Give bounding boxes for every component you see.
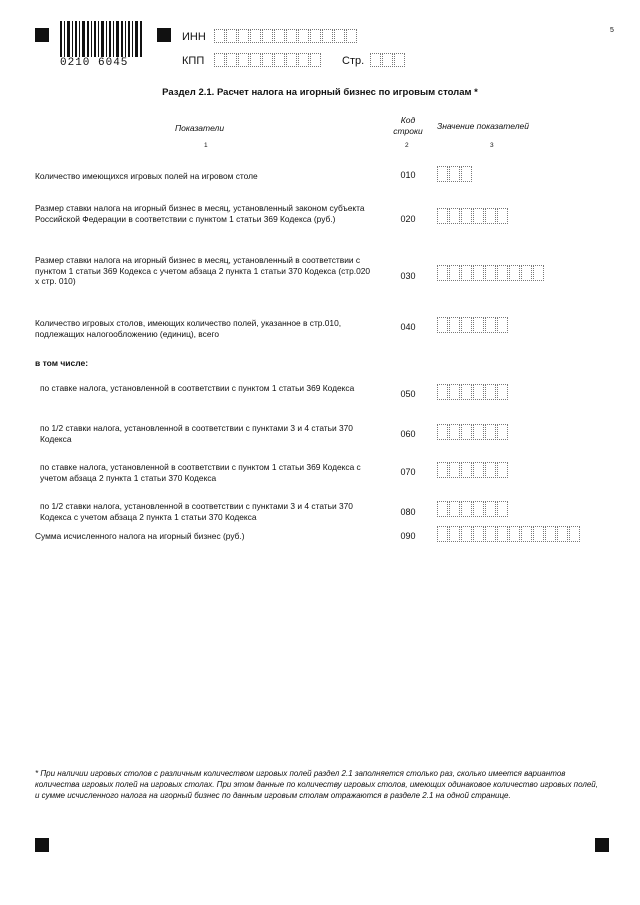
row-030-value-field[interactable] — [437, 265, 545, 281]
row-050-value-field[interactable] — [437, 384, 509, 400]
kpp-label: КПП — [182, 55, 205, 67]
row-070-code: 070 — [400, 467, 416, 477]
column-header-indicators: Показатели — [175, 123, 225, 133]
row-090-code: 090 — [400, 531, 416, 541]
registration-mark-top-left — [35, 28, 49, 42]
row-060-value-field[interactable] — [437, 424, 509, 440]
row-070-value-field[interactable] — [437, 462, 509, 478]
row-080-label: по 1/2 ставки налога, установленной в соответствии с пунктами 3 и 4 статьи 370 Кодекса с учетом абзаца 2 пункта 1 статьи 370 Кодекса — [40, 501, 353, 522]
row-090-label: Сумма исчисленного налога на игорный бизнес (руб.) — [35, 531, 245, 541]
page-number-field[interactable] — [370, 53, 406, 67]
column-header-value: Значение показателей — [437, 121, 529, 131]
row-010-label: Количество имеющихся игровых полей на игровом столе — [35, 171, 258, 181]
column-number-3: 3 — [490, 142, 494, 149]
row-030-label: Размер ставки налога на игорный бизнес в месяц, установленный в соответствии с пунктом 1 статьи 369 Кодекса с учетом абзаца 2 пункта 1 статьи 370 Кодекса (стр.020 х стр. 010) — [35, 255, 371, 286]
row-010-code: 010 — [400, 170, 416, 180]
row-070-label: по ставке налога, установленной в соответствии с пунктом 1 статьи 369 Кодекса с учетом абзаца 2 пункта 1 статьи 370 Кодекса — [40, 462, 361, 483]
row-050-label: по ставке налога, установленной в соответствии с пунктом 1 статьи 369 Кодекса — [40, 383, 355, 393]
row-020-code: 020 — [400, 214, 416, 224]
inn-field[interactable] — [214, 29, 358, 43]
row-030-code: 030 — [400, 271, 416, 281]
row-040-value-field[interactable] — [437, 317, 509, 333]
barcode-number: 0210 6045 — [60, 57, 129, 69]
footnote: * При наличии игровых столов с различным количеством игровых полей раздел 2.1 заполняется столько раз, сколько имеется вариантов количества игровых полей на игровых столах. При этом данные по количеству игровых столов, имеющих одинаковое количество игровых полей, и сумме исчисленного налога на игорный бизнес по данным игровым столам отражаются в разделе 2.1 на одной странице. — [35, 769, 598, 800]
section-title: Раздел 2.1. Расчет налога на игорный бизнес по игровым столам * — [162, 87, 478, 98]
column-number-1: 1 — [204, 142, 208, 149]
row-020-label: Размер ставки налога на игорный бизнес в месяц, установленный законом субъекта Российской Федерации в соответствии с пунктом 1 статьи 369 Кодекса (руб.) — [35, 203, 365, 224]
row-060-label: по 1/2 ставки налога, установленной в соответствии с пунктами 3 и 4 статьи 370 Кодекса — [40, 423, 353, 444]
row-080-code: 080 — [400, 507, 416, 517]
page-label: Стр. — [342, 55, 365, 67]
row-020-value-field[interactable] — [437, 208, 509, 224]
row-040-label: Количество игровых столов, имеющих количество полей, указанное в стр.010, подлежащих налогообложению (единиц), всего — [35, 318, 342, 339]
registration-mark-bottom-left — [35, 838, 49, 852]
row-040-code: 040 — [400, 322, 416, 332]
inn-label: ИНН — [182, 31, 206, 43]
including-subheading: в том числе: — [35, 358, 89, 368]
row-010-value-field[interactable] — [437, 166, 473, 182]
barcode-bars — [60, 21, 142, 57]
registration-mark-top-middle — [157, 28, 171, 42]
row-050-code: 050 — [400, 389, 416, 399]
column-header-code: Код строки — [393, 115, 423, 136]
registration-mark-bottom-right — [595, 838, 609, 852]
row-080-value-field[interactable] — [437, 501, 509, 517]
row-090-value-field[interactable] — [437, 526, 581, 542]
row-060-code: 060 — [400, 429, 416, 439]
kpp-field[interactable] — [214, 53, 322, 67]
page-corner-number: 5 — [610, 27, 614, 34]
column-number-2: 2 — [405, 142, 409, 149]
barcode — [60, 21, 142, 67]
